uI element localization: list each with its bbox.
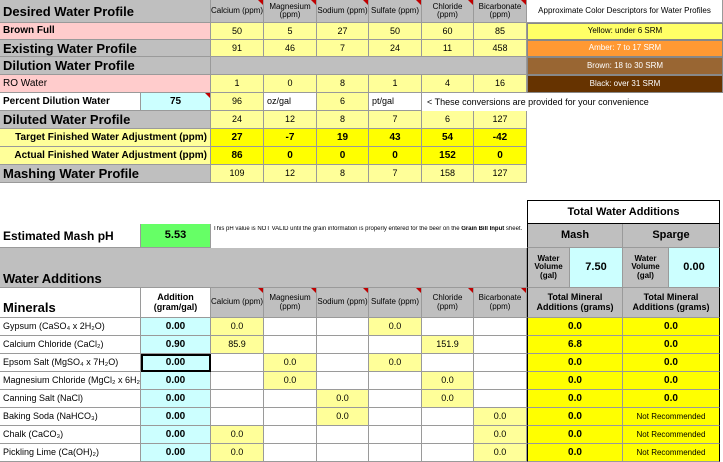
mashing-value-1: 12	[264, 165, 317, 183]
mineral-mash-total: 0.0	[527, 426, 623, 444]
ion-header-5: Bicarbonate (ppm)	[474, 288, 527, 318]
actual-value-1: 0	[264, 147, 317, 165]
mineral-ion-value	[264, 390, 317, 408]
ion-header-0: Calcium (ppm)	[211, 288, 264, 318]
mash-ph-note-link: Grain Bill Input	[461, 226, 505, 232]
mineral-addition-input[interactable]: 0.00	[141, 444, 211, 462]
diluted-value-3: 7	[369, 111, 422, 129]
mineral-ion-value: 0.0	[369, 318, 422, 336]
mineral-ion-value: 0.0	[317, 390, 369, 408]
conversion-2: oz/gal	[264, 93, 317, 111]
srm-amber: Amber: 7 to 17 SRM	[527, 40, 723, 57]
existing-value-0: 91	[211, 40, 264, 57]
mineral-ion-value	[264, 318, 317, 336]
dilution-value-3: 1	[369, 75, 422, 93]
mineral-name: Chalk (CaCO₃)	[0, 426, 141, 444]
ion-header-4: Chloride (ppm)	[422, 0, 474, 23]
actual-value-4: 152	[422, 147, 474, 165]
diluted-value-4: 6	[422, 111, 474, 129]
target-adjustment-label: Target Finished Water Adjustment (ppm)	[0, 129, 211, 147]
desired-value-3: 50	[369, 23, 422, 40]
dilution-value-4: 4	[422, 75, 474, 93]
mineral-ion-value	[422, 354, 474, 372]
mineral-ion-value	[317, 444, 369, 462]
ion-header-3: Sulfate (ppm)	[369, 288, 422, 318]
mineral-ion-value: 0.0	[317, 408, 369, 426]
existing-value-3: 24	[369, 40, 422, 57]
sparge-column-header: Sparge	[623, 224, 720, 248]
mineral-ion-value: 0.0	[264, 372, 317, 390]
mineral-ion-value: 0.0	[264, 354, 317, 372]
diluted-value-0: 24	[211, 111, 264, 129]
mineral-ion-value	[317, 372, 369, 390]
target-value-4: 54	[422, 129, 474, 147]
mineral-addition-input[interactable]: 0.00	[141, 318, 211, 336]
mineral-ion-value	[422, 426, 474, 444]
conversion-note: < These conversions are provided for your convenience	[424, 93, 723, 111]
mineral-addition-input[interactable]: 0.90	[141, 336, 211, 354]
mineral-ion-value	[474, 354, 527, 372]
dilution-value-2: 8	[317, 75, 369, 93]
mineral-ion-value	[369, 426, 422, 444]
percent-dilution-input[interactable]: 75	[141, 93, 211, 111]
ion-header-1: Magnesium (ppm)	[264, 288, 317, 318]
ion-header-2: Sodium (ppm)	[317, 288, 369, 318]
mineral-ion-value	[317, 426, 369, 444]
mineral-ion-value	[317, 354, 369, 372]
diluted-value-1: 12	[264, 111, 317, 129]
ion-header-0: Calcium (ppm)	[211, 0, 264, 23]
mineral-sparge-total: 0.0	[623, 372, 720, 390]
desired-profile-name[interactable]: Brown Full	[0, 23, 211, 40]
mineral-ion-value	[211, 354, 264, 372]
mineral-addition-input[interactable]: 0.00	[141, 408, 211, 426]
addition-header: Addition (gram/gal)	[141, 288, 211, 318]
mineral-ion-value	[369, 444, 422, 462]
mineral-ion-value: 0.0	[369, 354, 422, 372]
mineral-ion-value	[369, 336, 422, 354]
conversion-4: pt/gal	[369, 93, 422, 111]
mineral-ion-value	[474, 390, 527, 408]
minerals-header: Minerals	[0, 288, 141, 318]
water-additions-header: Water Additions	[0, 248, 527, 288]
sparge-mineral-header: Total Mineral Additions (grams)	[623, 288, 720, 318]
mineral-ion-value: 0.0	[422, 390, 474, 408]
mineral-sparge-total: Not Recommended	[623, 426, 720, 444]
mineral-sparge-total: Not Recommended	[623, 444, 720, 462]
mineral-ion-value	[369, 390, 422, 408]
conversion-1: 96	[211, 93, 264, 111]
mash-volume-label: Water Volume (gal)	[527, 248, 570, 288]
diluted-value-2: 8	[317, 111, 369, 129]
mineral-addition-input[interactable]: 0.00	[141, 354, 211, 372]
mineral-ion-value	[264, 426, 317, 444]
mineral-name: Magnesium Chloride (MgCl₂ x 6H₂	[0, 372, 141, 390]
srm-black: Black: over 31 SRM	[527, 75, 723, 93]
mash-ph-label: Estimated Mash pH	[0, 224, 141, 248]
mash-ph-note	[211, 226, 527, 248]
diluted-profile-header: Diluted Water Profile	[0, 111, 211, 129]
existing-value-5: 458	[474, 40, 527, 57]
ion-header-1: Magnesium (ppm)	[264, 0, 317, 23]
target-value-3: 43	[369, 129, 422, 147]
target-value-0: 27	[211, 129, 264, 147]
mineral-mash-total: 0.0	[527, 408, 623, 426]
mineral-ion-value	[264, 336, 317, 354]
mineral-name: Pickling Lime (Ca(OH)₂)	[0, 444, 141, 462]
desired-value-4: 60	[422, 23, 474, 40]
mash-ph-value: 5.53	[141, 224, 211, 248]
desired-profile-header: Desired Water Profile	[0, 0, 211, 23]
desired-value-0: 50	[211, 23, 264, 40]
mashing-value-0: 109	[211, 165, 264, 183]
mineral-mash-total: 6.8	[527, 336, 623, 354]
percent-dilution-label: Percent Dilution Water	[0, 93, 141, 111]
mineral-ion-value	[474, 336, 527, 354]
existing-value-4: 11	[422, 40, 474, 57]
mineral-mash-total: 0.0	[527, 444, 623, 462]
mineral-ion-value: 0.0	[211, 426, 264, 444]
mineral-sparge-total: Not Recommended	[623, 408, 720, 426]
mash-ph-note-text: This pH value is NOT VALID until the grain information is properly entered for the beer on the	[213, 226, 462, 232]
mineral-ion-value	[474, 318, 527, 336]
mineral-name: Canning Salt (NaCl)	[0, 390, 141, 408]
mineral-mash-total: 0.0	[527, 354, 623, 372]
mineral-addition-input[interactable]: 0.00	[141, 372, 211, 390]
existing-value-1: 46	[264, 40, 317, 57]
ion-header-2: Sodium (ppm)	[317, 0, 369, 23]
mineral-ion-value	[317, 336, 369, 354]
actual-value-0: 86	[211, 147, 264, 165]
target-value-1: -7	[264, 129, 317, 147]
mineral-ion-value: 85.9	[211, 336, 264, 354]
mash-volume-input[interactable]: 7.50	[570, 248, 623, 288]
mineral-ion-value	[369, 372, 422, 390]
mineral-ion-value: 0.0	[211, 318, 264, 336]
mashing-value-4: 158	[422, 165, 474, 183]
mineral-ion-value	[474, 372, 527, 390]
mineral-ion-value	[422, 408, 474, 426]
mash-ph-note-end: sheet.	[504, 226, 523, 232]
sparge-volume-input[interactable]: 0.00	[669, 248, 720, 288]
dilution-spacer	[211, 57, 527, 75]
target-value-5: -42	[474, 129, 527, 147]
mash-column-header: Mash	[527, 224, 623, 248]
desired-value-5: 85	[474, 23, 527, 40]
dilution-profile-header: Dilution Water Profile	[0, 57, 211, 75]
conversion-3: 6	[317, 93, 369, 111]
mineral-ion-value: 0.0	[474, 426, 527, 444]
mashing-value-3: 7	[369, 165, 422, 183]
target-value-2: 19	[317, 129, 369, 147]
mineral-ion-value	[422, 444, 474, 462]
mash-mineral-header: Total Mineral Additions (grams)	[527, 288, 623, 318]
srm-brown: Brown: 18 to 30 SRM	[527, 57, 723, 75]
dilution-value-5: 16	[474, 75, 527, 93]
total-water-additions-title: Total Water Additions	[527, 200, 720, 224]
mineral-name: Calcium Chloride (CaCl₂)	[0, 336, 141, 354]
mineral-name: Epsom Salt (MgSO₄ x 7H₂O)	[0, 354, 141, 372]
srm-yellow: Yellow: under 6 SRM	[527, 23, 723, 40]
mineral-addition-input[interactable]: 0.00	[141, 390, 211, 408]
mineral-ion-value	[264, 444, 317, 462]
ion-header-5: Bicarbonate (ppm)	[474, 0, 527, 23]
mineral-ion-value	[317, 318, 369, 336]
spacer-row	[0, 183, 527, 224]
mineral-ion-value	[211, 372, 264, 390]
mineral-mash-total: 0.0	[527, 318, 623, 336]
mineral-ion-value	[369, 408, 422, 426]
mineral-name: Gypsum (CaSO₄ x 2H₂O)	[0, 318, 141, 336]
dilution-value-0: 1	[211, 75, 264, 93]
mineral-addition-input[interactable]: 0.00	[141, 426, 211, 444]
desired-value-1: 5	[264, 23, 317, 40]
mashing-value-5: 127	[474, 165, 527, 183]
desired-value-2: 27	[317, 23, 369, 40]
mineral-ion-value: 151.9	[422, 336, 474, 354]
existing-value-2: 7	[317, 40, 369, 57]
mineral-ion-value	[264, 408, 317, 426]
mineral-sparge-total: 0.0	[623, 390, 720, 408]
actual-value-3: 0	[369, 147, 422, 165]
actual-adjustment-label: Actual Finished Water Adjustment (ppm)	[0, 147, 211, 165]
mineral-ion-value	[422, 318, 474, 336]
mineral-sparge-total: 0.0	[623, 336, 720, 354]
existing-profile-header: Existing Water Profile	[0, 40, 211, 57]
mashing-value-2: 8	[317, 165, 369, 183]
mineral-sparge-total: 0.0	[623, 318, 720, 336]
mineral-ion-value	[211, 390, 264, 408]
mineral-ion-value: 0.0	[474, 444, 527, 462]
mineral-mash-total: 0.0	[527, 390, 623, 408]
mineral-ion-value: 0.0	[422, 372, 474, 390]
dilution-profile-name[interactable]: RO Water	[0, 75, 211, 93]
sparge-volume-label: Water Volume (gal)	[623, 248, 669, 288]
ion-header-4: Chloride (ppm)	[422, 288, 474, 318]
mineral-sparge-total: 0.0	[623, 354, 720, 372]
dilution-value-1: 0	[264, 75, 317, 93]
mineral-ion-value	[211, 408, 264, 426]
mineral-mash-total: 0.0	[527, 372, 623, 390]
actual-value-2: 0	[317, 147, 369, 165]
srm-title: Approximate Color Descriptors for Water Profiles	[527, 0, 723, 23]
ion-header-3: Sulfate (ppm)	[369, 0, 422, 23]
mineral-name: Baking Soda (NaHCO₃)	[0, 408, 141, 426]
mashing-profile-header: Mashing Water Profile	[0, 165, 211, 183]
mineral-ion-value: 0.0	[211, 444, 264, 462]
actual-value-5: 0	[474, 147, 527, 165]
diluted-value-5: 127	[474, 111, 527, 129]
mineral-ion-value: 0.0	[474, 408, 527, 426]
